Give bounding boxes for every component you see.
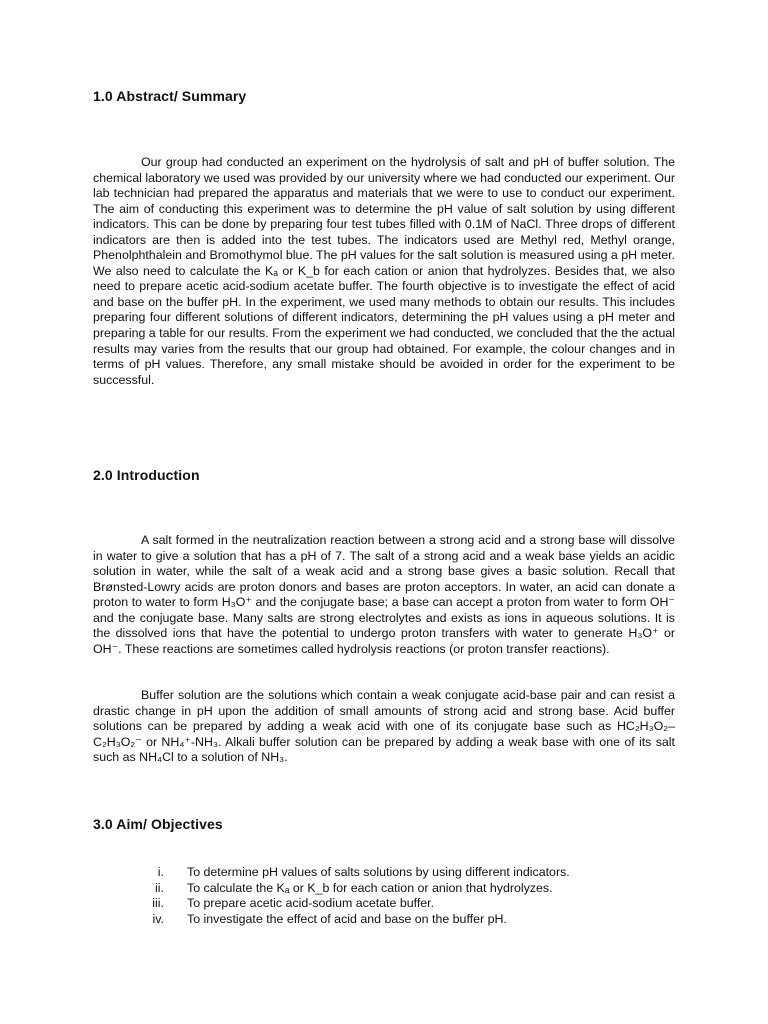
objectives-list bbox=[140, 865, 570, 927]
objective-item bbox=[140, 912, 570, 928]
objective-number: iii. bbox=[152, 896, 164, 911]
objectives-heading: 3.0 Aim/ Objectives bbox=[93, 816, 223, 832]
objective-number: iv. bbox=[152, 911, 164, 926]
introduction-paragraph-1: A salt formed in the neutralization reaction between a strong acid and a strong base will dissolve in water to give a solution that has a pH of 7. The salt of a strong acid and a weak base yields an acidic solution in water, while the salt of a weak acid and a strong base gives a basic solution. Recall that Brønsted-Lowry acids are proton donors and bases are proton acceptors. In water, an acid can donate a proton to water to form H₃O⁺ and the conjugate base; a base can accept a proton from water to form OH⁻ and the conjugate base. Many salts are strong electrolytes and exists as ions in aqueous solutions. It is the dissolved ions that have the potential to undergo proton transfers with water to generate H₃O⁺ or OH⁻. These reactions are sometimes called hydrolysis reactions (or proton transfer reactions). bbox=[93, 533, 675, 656]
objective-number: ii. bbox=[155, 880, 164, 895]
abstract-heading: 1.0 Abstract/ Summary bbox=[93, 88, 247, 104]
introduction-heading: 2.0 Introduction bbox=[93, 467, 200, 483]
objective-item bbox=[140, 881, 570, 897]
objective-text: To determine pH values of salts solutions by using different indicators. bbox=[187, 865, 570, 879]
objective-text: To investigate the effect of acid and base on the buffer pH. bbox=[187, 911, 507, 926]
abstract-paragraph: Our group had conducted an experiment on the hydrolysis of salt and pH of buffer solution. The chemical laboratory we used was provided by our university where we had conducted our experiment. Our lab technician had prepared the apparatus and materials that we were to use to conduct our experiment. The aim of conducting this experiment was to determine the pH value of salt solution by using different indicators. This can be done by preparing four test tubes filled with 0.1M of NaCl. Three drops of different indicators are then is added into the test tubes. The indicators used are Methyl red, Methyl orange, Phenolphthalein and Bromothymol blue. The pH values for the salt solution is measured using a pH meter. We also need to calculate the Kₐ or K_b for each cation or anion that hydrolyzes. Besides that, we also need to prepare acetic acid-sodium acetate buffer. The fourth objective is to investigate the effect of acid and base on the buffer pH. In the experiment, we used many methods to obtain our results. This includes preparing four different solutions of different indicators, determining the pH values using a pH meter and preparing a table for our results. From the experiment we had conducted, we concluded that the the actual results may varies from the results that our group had obtained. For example, the colour changes and in terms of pH values. Therefore, any small mistake should be avoided in order for the experiment to be successful. bbox=[93, 155, 676, 387]
objective-text: To calculate the Kₐ or K_b for each cation or anion that hydrolyzes. bbox=[187, 880, 553, 895]
objective-item bbox=[140, 865, 570, 881]
objective-text: To prepare acetic acid-sodium acetate buffer. bbox=[187, 896, 435, 911]
objective-number: i. bbox=[157, 865, 164, 879]
objective-item bbox=[140, 896, 570, 912]
introduction-paragraph-2: Buffer solution are the solutions which contain a weak conjugate acid-base pair and can resist a drastic change in pH upon the addition of small amounts of strong acid and strong base. Acid buffer solutions can be prepared by adding a weak acid with one of its conjugate base such as HC₂H₃O₂–C₂H₃O₂⁻ or NH₄⁺-NH₃. Alkali buffer solution can be prepared by adding a weak base with one of its salt such as NH₄Cl to a solution of NH₃. bbox=[93, 688, 675, 765]
